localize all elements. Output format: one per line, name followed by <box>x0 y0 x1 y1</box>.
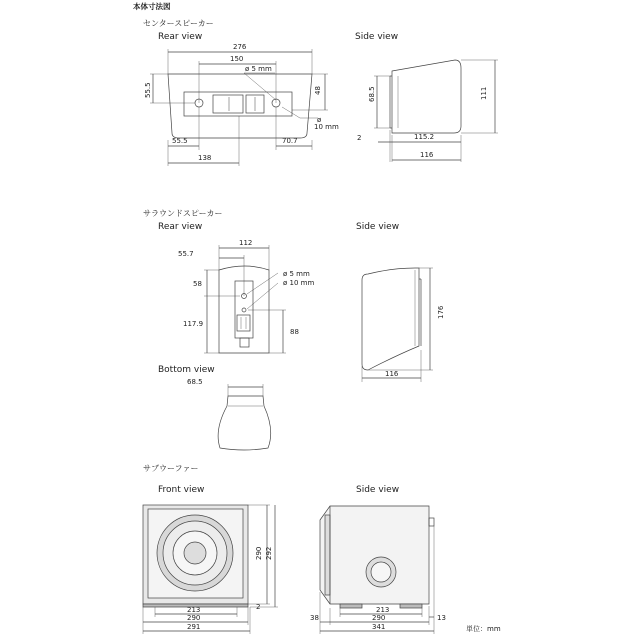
dim-sub-front-w291: 291 <box>187 623 201 631</box>
dim-surround-bottom-w68: 68.5 <box>187 378 203 386</box>
dim-center-rear-hole10-sym: ø <box>317 116 322 124</box>
dim-surround-side-h176: 176 <box>437 305 445 319</box>
dim-surround-rear-hole10: ø 10 mm <box>283 279 315 287</box>
center-rear-drawing <box>168 74 312 138</box>
dim-sub-front-w290: 290 <box>187 614 201 622</box>
dim-center-rear-h48: 48 <box>314 86 322 95</box>
dim-sub-side-d13: 13 <box>437 614 446 622</box>
dim-sub-side-d38: 38 <box>310 614 319 622</box>
dim-surround-rear-h117: 117.9 <box>183 320 204 328</box>
surround-rear-view-label: Rear view <box>158 222 203 232</box>
dim-surround-rear-hole5: ø 5 mm <box>283 270 310 278</box>
dim-surround-side-d116: 116 <box>385 370 399 378</box>
dim-sub-front-w213: 213 <box>187 606 201 614</box>
dim-sub-front-d2: 2 <box>256 603 261 611</box>
unit-label: 単位：mm <box>466 625 501 633</box>
dim-sub-side-d341: 341 <box>372 623 386 631</box>
dim-center-rear-hole10: 10 mm <box>314 123 339 131</box>
dim-center-rear-hole-span: 150 <box>230 55 244 63</box>
dim-center-rear-offset-left: 55.5 <box>172 137 188 145</box>
dim-sub-front-h290: 290 <box>255 546 263 560</box>
dim-center-rear-h55: 55.5 <box>144 82 152 98</box>
center-side-drawing <box>390 60 461 133</box>
center-side-view-label: Side view <box>355 32 399 42</box>
surround-side-drawing <box>362 268 421 370</box>
surround-bottom-view-label: Bottom view <box>158 365 215 375</box>
sub-side-drawing <box>320 506 434 608</box>
dim-center-side-h68: 68.5 <box>368 86 376 102</box>
dim-center-side-h111: 111 <box>480 86 488 100</box>
sub-front-drawing <box>143 505 248 607</box>
dim-center-side-d2: 2 <box>357 134 362 142</box>
subwoofer-title: サブウーファー <box>143 464 199 473</box>
header-title: 本体寸法図 <box>133 2 171 11</box>
dim-center-rear-offset-right: 70.7 <box>282 137 298 145</box>
dim-surround-rear-w112: 112 <box>239 239 253 247</box>
dim-sub-front-h292: 292 <box>265 546 273 560</box>
dim-center-rear-hole5: ø 5 mm <box>245 65 272 73</box>
dim-center-side-d115: 115.2 <box>414 133 435 141</box>
dim-center-rear-138: 138 <box>198 154 212 162</box>
sub-side-view-label: Side view <box>356 485 400 495</box>
dim-center-side-d116: 116 <box>420 151 434 159</box>
dim-surround-rear-h88: 88 <box>290 328 299 336</box>
center-speaker-title: センタースピーカー <box>143 19 214 28</box>
surround-side-view-label: Side view <box>356 222 400 232</box>
center-rear-view-label: Rear view <box>158 32 203 42</box>
surround-speaker-title: サラウンドスピーカー <box>143 209 223 218</box>
dim-surround-rear-d55: 55.7 <box>178 250 194 258</box>
dim-center-rear-width: 276 <box>233 43 247 51</box>
sub-front-view-label: Front view <box>158 485 205 495</box>
dim-sub-side-d290: 290 <box>372 614 386 622</box>
surround-bottom-drawing <box>218 396 271 450</box>
dim-sub-side-d213: 213 <box>376 606 390 614</box>
dim-surround-rear-d58: 58 <box>193 280 202 288</box>
